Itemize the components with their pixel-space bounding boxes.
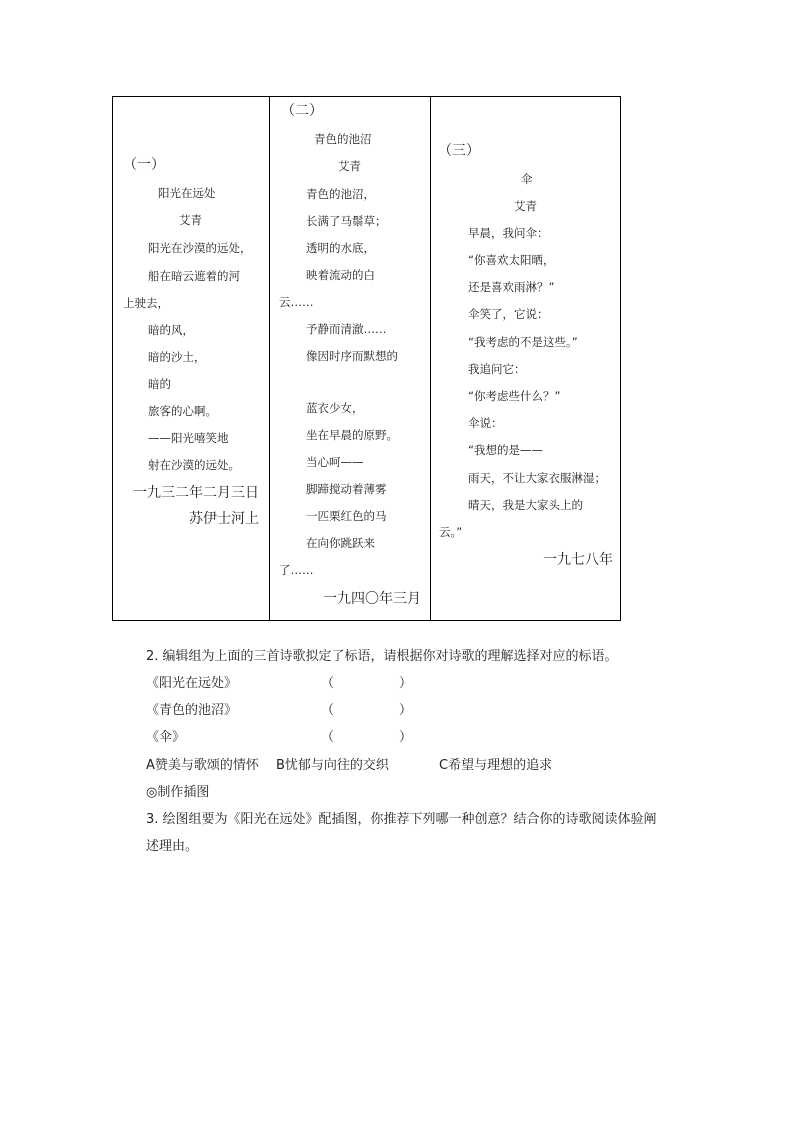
poem-line: 暗的沙土，: [148, 350, 206, 364]
poem-line: 上驶去，: [123, 296, 169, 310]
poem-line: 在向你跳跃来: [306, 536, 375, 550]
poem-line: 映着流动的白: [306, 268, 375, 282]
question-3-prompt-cont: 述理由。: [146, 839, 199, 854]
poem-line: 还是喜欢雨淋？”: [468, 280, 555, 294]
slogan-option-a: A赞美与歌颂的情怀: [146, 758, 259, 773]
poem-line: 雨天，不让大家衣服淋湿；: [468, 471, 606, 485]
poem-line: 一匹栗红色的马: [306, 509, 387, 523]
poem-line: “我考虑的不是这些。”: [468, 335, 578, 349]
poem-author: 艾青: [514, 199, 537, 213]
poem-place: 苏伊士河上: [189, 511, 259, 527]
slogan-option-c: C希望与理想的追求: [439, 758, 553, 773]
poem-line: “你喜欢太阳晒，: [468, 253, 555, 267]
poem-line: 云……: [279, 295, 314, 309]
poem-line: “我想的是——: [468, 443, 543, 457]
poem-line: 我追问它：: [468, 362, 526, 376]
poem-line: ——阳光嘻笑地: [148, 431, 229, 445]
poem-line: 阳光在沙漠的远处，: [148, 241, 252, 255]
question-3-prompt: 3. 绘图组要为《阳光在远处》配插图，你推荐下列哪一种创意？结合你的诗歌阅读体验阐: [146, 812, 657, 827]
question-2-prompt: 2. 编辑组为上面的三首诗歌拟定了标语，请根据你对诗歌的理解选择对应的标语。: [146, 649, 618, 664]
poem-option-title: 《青色的池沼》: [146, 703, 238, 718]
poem-line: 伞说：: [468, 416, 503, 430]
column-divider: [269, 97, 270, 620]
poem-line: 青色的池沼，: [306, 187, 375, 201]
answer-blank[interactable]: （ ）: [321, 676, 413, 691]
poem-line: 射在沙漠的远处。: [148, 458, 240, 472]
answer-blank[interactable]: （ ）: [321, 730, 413, 745]
section-heading: ◎制作插图: [146, 785, 210, 800]
poem-line: 长满了马鬃草；: [306, 214, 387, 228]
poem-date: 一九七八年: [543, 552, 613, 568]
poem-line: 暗的: [148, 377, 171, 391]
poem-option-title: 《伞》: [146, 730, 186, 745]
poem-title: 青色的池沼: [314, 132, 372, 146]
poem-line: 脚蹄搅动着薄雾: [306, 482, 387, 496]
poem-line: 晴天，我是大家头上的: [468, 498, 583, 512]
poem-title: 阳光在远处: [158, 186, 216, 200]
poem-author: 艾青: [179, 213, 202, 227]
poem-line: 早晨，我问伞：: [468, 226, 549, 240]
poem-line: 予静而清澈……: [306, 322, 387, 336]
poem-line: 船在暗云遮着的河: [148, 269, 240, 283]
poem-line: 了……: [279, 563, 314, 577]
poem-date: 一九四〇年三月: [323, 591, 421, 607]
poem-title: 伞: [521, 172, 533, 186]
poem-author: 艾青: [338, 159, 361, 173]
poem-date: 一九三二年二月三日: [133, 485, 259, 501]
column-divider: [430, 97, 431, 620]
poem-line: 透明的水底，: [306, 241, 375, 255]
poem-table: [112, 96, 621, 621]
poem-line: “你考虑些什么？”: [468, 389, 561, 403]
poem-line: 云。”: [439, 525, 463, 539]
answer-blank[interactable]: （ ）: [321, 703, 413, 718]
poem-number: （一）: [123, 157, 165, 173]
poem-number: （三）: [438, 143, 480, 159]
poem-option-title: 《阳光在远处》: [146, 676, 238, 691]
poem-line: 暗的风，: [148, 323, 194, 337]
poem-line: 旅客的心啊。: [148, 404, 217, 418]
poem-number: （二）: [281, 103, 323, 119]
poem-line: 坐在早晨的原野。: [306, 428, 398, 442]
poem-line: 伞笑了，它说：: [468, 307, 549, 321]
poem-line: 像因时序而默想的: [306, 349, 398, 363]
slogan-option-b: B忧郁与向往的交织: [276, 758, 389, 773]
poem-line: 蓝衣少女，: [306, 401, 364, 415]
poem-line: 当心呵——: [306, 455, 364, 469]
